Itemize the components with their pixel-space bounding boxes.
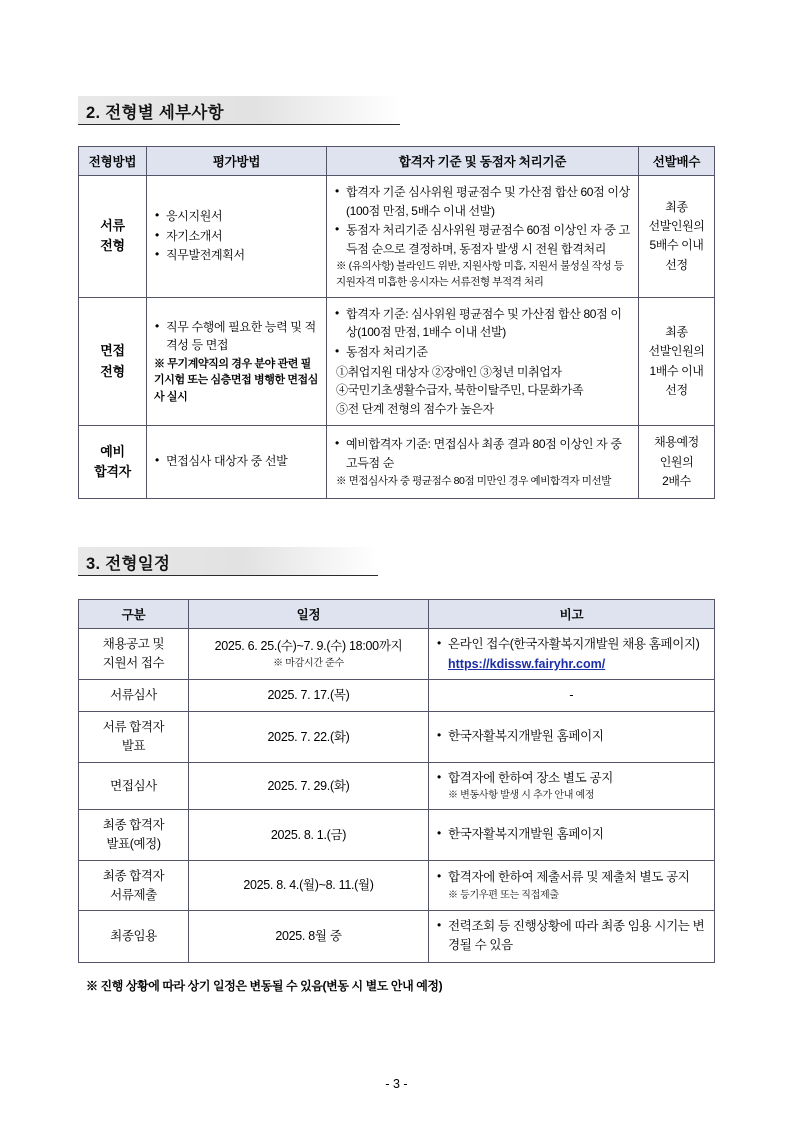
spacer-after-section-3-heading <box>78 575 715 599</box>
section-2-title: 2. 전형별 세부사항 <box>86 104 224 122</box>
criteria-note: ※ (유의사항) 블라인드 위반, 지원사항 미흡, 지원서 불성실 작성 등 지원자격 미흡한 응시자는 서류전형 부적격 처리 <box>336 260 624 288</box>
remarks-list <box>436 868 707 887</box>
division-cell-appointment: 최종임용 <box>79 911 189 963</box>
criteria-list <box>334 435 631 472</box>
criteria-circled-3: ⑤전 단계 전형의 점수가 높은자 <box>336 401 494 416</box>
remarks-cell-appointment <box>429 911 715 963</box>
page-number: - 3 - <box>385 1077 408 1091</box>
list-item: • 합격자에 한하여 장소 별도 공지 <box>436 769 707 788</box>
remarks-list <box>436 727 707 746</box>
remarks-list <box>436 825 707 844</box>
remarks-list <box>436 917 707 955</box>
table-row <box>79 628 715 680</box>
list-item: • 전력조회 등 진행상황에 따라 최종 임용 시기는 변경될 수 있음 <box>436 917 707 955</box>
table-header-row <box>79 147 715 176</box>
criteria-list <box>334 305 631 362</box>
division-cell-document-submit: 최종 합격자 서류제출 <box>79 860 189 911</box>
date-cell-document-result: 2025. 7. 22.(화) <box>189 712 429 763</box>
list-item: • 온라인 접수(한국자활복지개발원 채용 홈페이지) <box>436 635 707 654</box>
evaluation-list <box>154 207 319 265</box>
list-item: • 한국자활복지개발원 홈페이지 <box>436 825 707 844</box>
list-item: • 합격자 기준 심사위원 평균점수 및 가산점 합산 60점 이상(100점 만점, 5배수 이내 선발) <box>334 183 631 220</box>
criteria-list <box>334 183 631 258</box>
criteria-circled-2: ④국민기초생활수급자, 북한이탈주민, 다문화가족 <box>336 383 584 398</box>
date-cell-appointment: 2025. 8월 중 <box>189 911 429 963</box>
division-cell-application: 채용공고 및 지원서 접수 <box>79 628 189 680</box>
col-header-remarks: 비고 <box>429 599 715 628</box>
row-label-reserve: 예비 합격자 <box>79 426 147 499</box>
evaluation-cell-interview <box>147 297 327 426</box>
evaluation-cell-reserve <box>147 426 327 499</box>
list-item: • 합격자 기준: 심사위원 평균점수 및 가산점 합산 80점 이상(100점 만점, 1배수 이내 선발) <box>334 305 631 342</box>
division-cell-document-result: 서류 합격자 발표 <box>79 712 189 763</box>
table-row <box>79 176 715 298</box>
table-row <box>79 426 715 499</box>
spacer-between-sections <box>78 499 715 547</box>
table-row <box>79 297 715 426</box>
selection-details-table <box>78 146 715 499</box>
schedule-footnote: ※ 진행 상황에 따라 상기 일정은 변동될 수 있음(변동 시 별도 안내 예정) <box>86 978 443 993</box>
col-header-method: 전형방법 <box>79 147 147 176</box>
table-row <box>79 762 715 810</box>
date-cell-application <box>189 628 429 680</box>
evaluation-list <box>154 452 319 471</box>
list-item: • 동점자 처리기준 <box>334 343 631 362</box>
section-3-title: 3. 전형일정 <box>86 554 171 573</box>
list-item: • 합격자에 한하여 제출서류 및 제출처 별도 공지 <box>436 868 707 887</box>
remarks-cell-document-result <box>429 712 715 763</box>
application-site-link[interactable]: https://kdissw.fairyhr.com/ <box>448 656 606 671</box>
table-row <box>79 911 715 963</box>
remarks-list <box>436 635 707 654</box>
remarks-link-wrap <box>436 655 707 674</box>
section-3-heading <box>78 547 715 575</box>
ratio-cell-interview: 최종 선발인원의 1배수 이내 선정 <box>639 297 715 426</box>
remarks-sub-note: ※ 변동사항 발생 시 추가 안내 예정 <box>448 790 595 802</box>
ratio-cell-document: 최종 선발인원의 5배수 이내 선정 <box>639 176 715 298</box>
list-item: • 예비합격자 기준: 면접심사 최종 결과 80점 이상인 자 중 고득점 순 <box>334 435 631 472</box>
remarks-cell-final-result <box>429 810 715 861</box>
date-cell-final-result: 2025. 8. 1.(금) <box>189 810 429 861</box>
col-header-criteria: 합격자 기준 및 동점자 처리기준 <box>327 147 639 176</box>
remarks-cell-interview <box>429 762 715 810</box>
col-header-division: 구분 <box>79 599 189 628</box>
col-header-schedule: 일정 <box>189 599 429 628</box>
criteria-cell-interview <box>327 297 639 426</box>
evaluation-note: ※ 무기계약직의 경우 분야 관련 필기시험 또는 심층면접 병행한 면접심사 실시 <box>154 357 319 403</box>
date-cell-interview: 2025. 7. 29.(화) <box>189 762 429 810</box>
list-item: • 한국자활복지개발원 홈페이지 <box>436 727 707 746</box>
criteria-cell-document <box>327 176 639 298</box>
table-row <box>79 860 715 911</box>
ratio-cell-reserve: 채용예정 인원의 2배수 <box>639 426 715 499</box>
col-header-evaluation: 평가방법 <box>147 147 327 176</box>
date-value: 2025. 6. 25.(수)~7. 9.(수) 18:00까지 <box>214 639 403 654</box>
list-item: • 자기소개서 <box>154 227 319 246</box>
division-cell-final-result: 최종 합격자 발표(예정) <box>79 810 189 861</box>
table-row <box>79 712 715 763</box>
date-cell-document-review: 2025. 7. 17.(목) <box>189 680 429 712</box>
list-item: • 직무 수행에 필요한 능력 및 적격성 등 면접 <box>154 318 319 355</box>
list-item: • 동점자 처리기준 심사위원 평균점수 60점 이상인 자 중 고득점 순으로 결정하며, 동점자 발생 시 전원 합격처리 <box>334 221 631 258</box>
remarks-sub-note: ※ 등기우편 또는 직접제출 <box>448 890 559 902</box>
list-item: • 면접심사 대상자 중 선발 <box>154 452 319 471</box>
list-item: • 응시지원서 <box>154 207 319 226</box>
division-cell-interview: 면접심사 <box>79 762 189 810</box>
table-header-row <box>79 599 715 628</box>
list-item: • 직무발전계획서 <box>154 246 319 265</box>
section-2-heading <box>78 96 715 124</box>
criteria-note: ※ 면접심사자 중 평균점수 80점 미만인 경우 예비합격자 미선발 <box>336 474 611 487</box>
remarks-list <box>436 769 707 788</box>
top-spacer <box>78 0 715 96</box>
schedule-table <box>78 599 715 963</box>
row-label-document-screening: 서류 전형 <box>79 176 147 298</box>
criteria-cell-reserve <box>327 426 639 499</box>
table-row <box>79 810 715 861</box>
remarks-cell-application <box>429 628 715 680</box>
criteria-circled-1: ①취업지원 대상자 ②장애인 ③청년 미취업자 <box>336 364 562 379</box>
evaluation-list <box>154 318 319 355</box>
row-label-interview: 면접 전형 <box>79 297 147 426</box>
date-note: ※ 마감시간 준수 <box>273 658 344 670</box>
table-row <box>79 680 715 712</box>
date-cell-document-submit: 2025. 8. 4.(월)~8. 11.(월) <box>189 860 429 911</box>
division-cell-document-review: 서류심사 <box>79 680 189 712</box>
remarks-cell-document-review: - <box>429 680 715 712</box>
remarks-cell-document-submit <box>429 860 715 911</box>
spacer-after-section-2-heading <box>78 124 715 146</box>
col-header-ratio: 선발배수 <box>639 147 715 176</box>
evaluation-cell-document <box>147 176 327 298</box>
